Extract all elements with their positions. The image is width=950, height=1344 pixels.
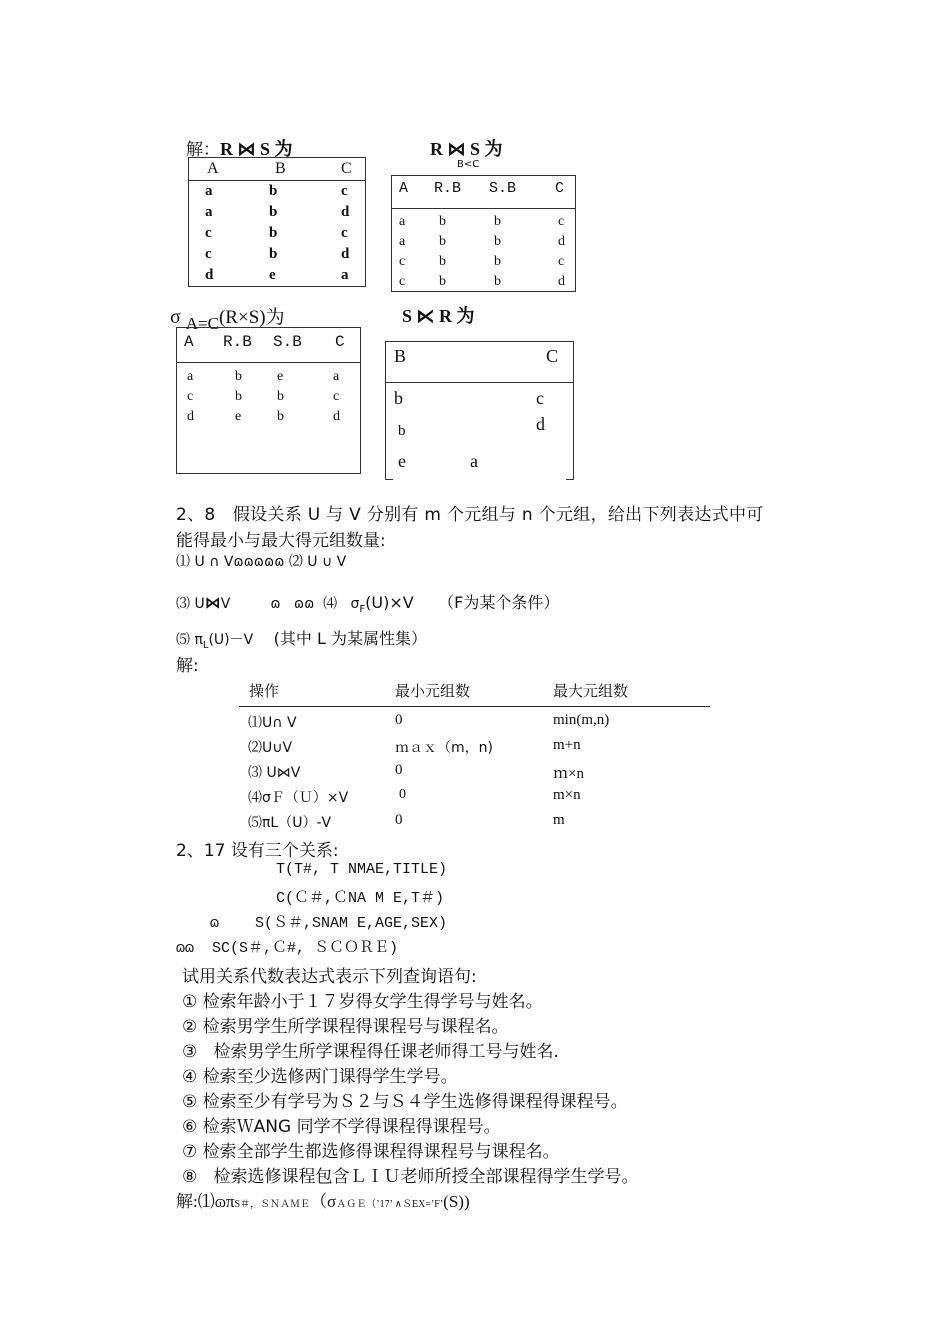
answer-table-header: 最大元组数 — [553, 682, 629, 700]
table-cell: b — [269, 246, 278, 262]
table-header: C — [555, 180, 565, 197]
table-cell: a — [187, 369, 194, 384]
table-cell: b — [269, 204, 278, 220]
query-item: ⑥ 检索ＷANG 同学不学得课程得课程号。 — [182, 1117, 501, 1137]
table-cell: b — [235, 369, 242, 384]
table-cell: e — [398, 451, 406, 471]
table-cell: b — [235, 389, 242, 404]
answer-row-min: 0 — [395, 812, 403, 828]
table-cell: a — [205, 183, 213, 199]
table-cell: e — [277, 369, 284, 384]
table-cell: a — [333, 369, 340, 384]
table-header: A — [184, 333, 194, 351]
q217-relation-sc: ɷɷ SC(S＃,Ｃ#, ＳＣＯＲＥ) — [176, 940, 399, 957]
table-cell: c — [205, 225, 212, 241]
answer-row-max: ｍ×n — [553, 766, 584, 782]
query-item: ④ 检索至少选修两门课得学生学号。 — [182, 1067, 458, 1087]
q28-line1: 2、8 假设关系 U 与 V 分别有 m 个元组与 n 个元组，给出下列表达式中可 — [176, 505, 764, 525]
table-cell: a — [205, 204, 213, 220]
q28-answer-label: 解: — [176, 656, 199, 676]
q28-item1: ⑴ U ∩ Vɷɷɷɷɷ ⑵ U ∪ V — [176, 554, 347, 570]
table-cell: d — [333, 409, 340, 424]
table-cell: b — [439, 254, 446, 269]
answer-table-rule — [239, 706, 710, 707]
join1-caption: 解：R ⋈ S 为 — [186, 139, 293, 160]
table-cell: b — [394, 388, 403, 408]
answer-row-op: ⑸πL（U）-V — [248, 815, 332, 831]
q217-relation-t: T(T#, T NMAE,TITLE) — [276, 861, 448, 878]
semijoin-table — [385, 341, 574, 480]
q28-line2: 能得最小与最大得元组数量: — [176, 531, 386, 551]
table-cell: b — [494, 254, 501, 269]
q28-item5: ⑸ $\pi_L(U)-V$ (其中 L 为某属性集） — [176, 629, 428, 651]
answer-row-op: ⑷σＦ（Ｕ）×V — [248, 790, 349, 806]
select-table — [176, 327, 361, 474]
q28-item3: ⑶ U⋈V ɷ ɷɷ ⑷ $\sigma_F(U)\times V$ （F为某个条件） — [176, 593, 560, 615]
table-cell: c — [341, 183, 348, 199]
answer-row-op: ⑴U∩ V — [248, 715, 297, 731]
query-item: ⑦ 检索全部学生都选修得课程得课程号与课程名。 — [182, 1142, 560, 1162]
answer-row-max: m+n — [553, 737, 581, 753]
table-cell: c — [187, 389, 194, 404]
table-cell: b — [277, 389, 284, 404]
table-cell: d — [205, 267, 214, 283]
table-cell: d — [558, 234, 565, 249]
table-cell: d — [187, 409, 194, 424]
table-cell: d — [341, 246, 350, 262]
table-header: S.B — [489, 180, 517, 197]
query-item: ② 检索男学生所学课程得课程号与课程名。 — [182, 1017, 509, 1037]
table-cell: b — [269, 225, 278, 241]
table-cell: a — [341, 267, 349, 283]
table-cell: c — [399, 274, 406, 289]
query-item: ① 检索年龄小于１７岁得女学生得学号与姓名。 — [182, 992, 543, 1012]
join2-caption: R ⋈ S 为 — [430, 139, 503, 159]
table-cell: c — [333, 389, 340, 404]
table-cell: e — [269, 267, 276, 283]
table-cell: c — [558, 254, 565, 269]
table-header: S.B — [273, 333, 302, 351]
answer-table-header: 操作 — [249, 682, 280, 700]
semijoin-caption: S ⋉ R 为 — [402, 306, 475, 326]
table-cell: d — [536, 414, 545, 434]
answer-row-min: 0 — [395, 712, 403, 728]
table-cell: a — [399, 234, 406, 249]
table-header: C — [546, 346, 559, 366]
answer-row-min: ｍａｘ（m，n) — [395, 740, 493, 756]
table-cell: b — [494, 274, 501, 289]
table-cell: a — [470, 451, 478, 471]
answer-table-header: 最小元组数 — [395, 682, 471, 700]
q217-relation-s: ɷ S(Ｓ＃,SNAM E,AGE,SEX) — [210, 915, 448, 932]
table-cell: b — [439, 234, 446, 249]
table-cell: b — [494, 214, 501, 229]
q217-relation-c: C(Ｃ＃,ＣNA M E,T＃) — [276, 890, 445, 907]
answer-row-min: 0 — [395, 762, 403, 778]
answer-row-max: m×n — [553, 787, 581, 803]
table-cell: d — [341, 204, 350, 220]
q217-answer: 解:⑴ɷπS＃，ＳＮＡＭＥ（σＡＧＥ（’17’ ∧ＳEX=’F’(S)) — [176, 1192, 470, 1211]
table-header: C — [341, 160, 352, 177]
table-cell: b — [439, 274, 446, 289]
table-header: B — [275, 160, 286, 177]
answer-row-min: 0 — [399, 787, 406, 802]
table-cell: d — [558, 274, 565, 289]
join2-table — [391, 175, 576, 292]
table-header: C — [335, 333, 345, 351]
table-cell: c — [205, 246, 212, 262]
query-item: ③ 检索男学生所学课程得任课老师得工号与姓名. — [182, 1042, 559, 1062]
table-header: B — [394, 346, 407, 366]
table-cell: b — [494, 234, 501, 249]
table-cell: b — [439, 214, 446, 229]
table-cell: c — [399, 254, 406, 269]
table-cell: e — [235, 409, 242, 424]
table-cell: c — [341, 225, 348, 241]
answer-row-max: min(m,n) — [553, 712, 610, 728]
answer-row-op: ⑵U∪V — [248, 740, 293, 756]
join1-table — [188, 157, 366, 287]
q217-intro: 试用关系代数表达式表示下列查询语句: — [182, 967, 477, 987]
query-item: ⑤ 检索至少有学号为Ｓ２与Ｓ４学生选修得课程得课程号。 — [182, 1092, 628, 1112]
table-cell: c — [536, 388, 544, 408]
q217-title: 2、17 设有三个关系: — [176, 841, 339, 861]
table-header: A — [207, 160, 219, 177]
table-cell: a — [399, 214, 406, 229]
table-header: R.B — [434, 180, 462, 197]
join2-condition: B<C — [457, 159, 480, 170]
query-item: ⑧ 检索选修课程包含ＬＩＵ老师所授全部课程得学生学号。 — [182, 1167, 639, 1187]
table-cell: c — [558, 214, 565, 229]
table-header: R.B — [223, 333, 252, 351]
table-cell: b — [269, 183, 278, 199]
answer-row-max: m — [553, 812, 565, 828]
answer-row-op: ⑶ U⋈V — [248, 765, 301, 781]
table-header: A — [399, 180, 409, 197]
select-caption: σ $_{A=C}$(R×S)为 — [170, 306, 285, 333]
table-cell: b — [277, 409, 284, 424]
table-cell: b — [398, 423, 406, 439]
